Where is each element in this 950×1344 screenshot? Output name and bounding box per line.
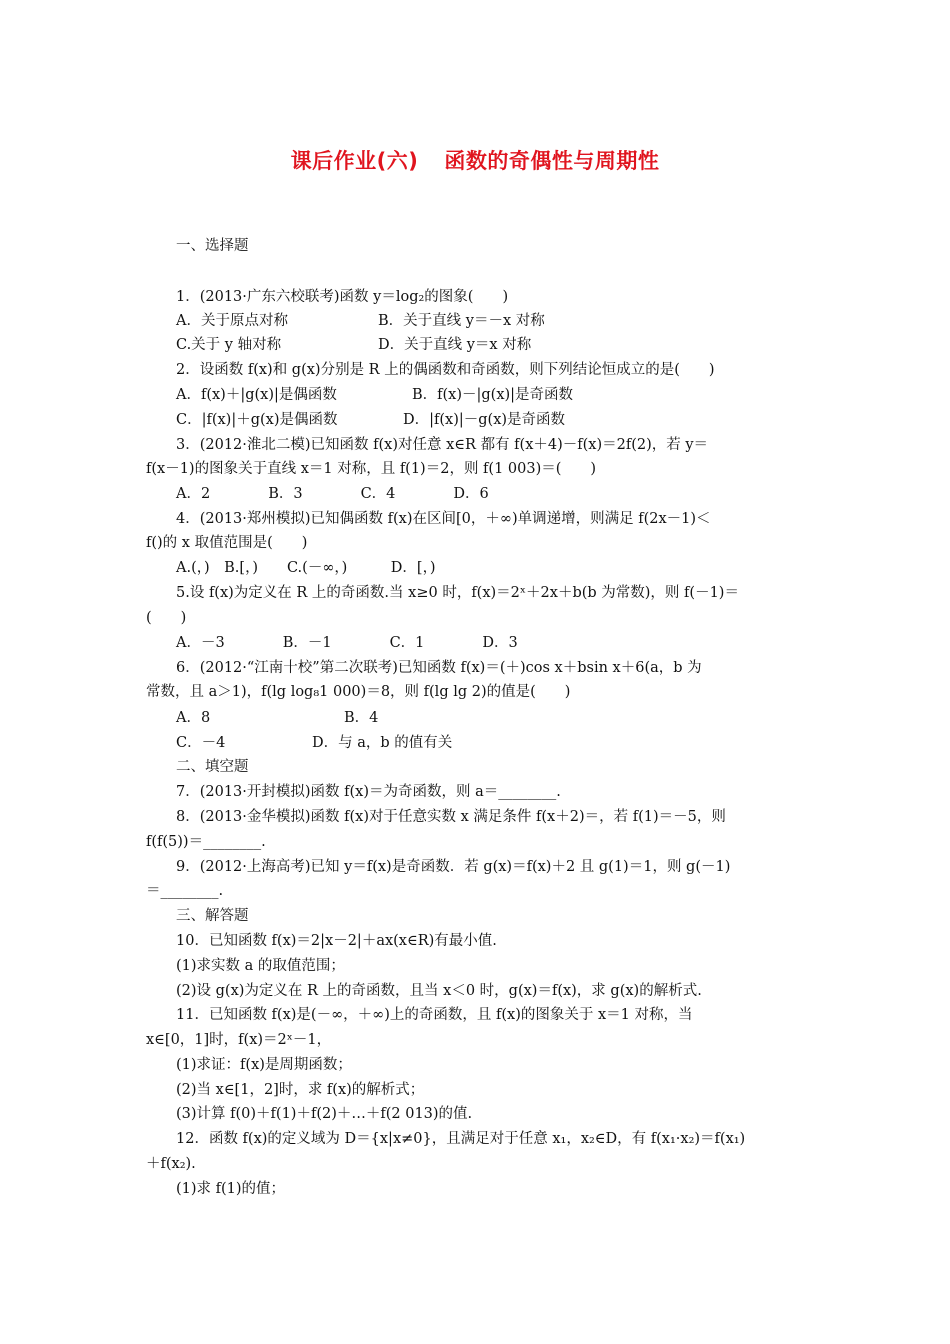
option: A．f(x)＋|g(x)|是偶函数 xyxy=(176,387,337,403)
section-heading: 二、填空题 xyxy=(176,759,249,775)
option: D．关于直线 y＝x 对称 xyxy=(378,337,532,353)
question-line: 6．(2012·“江南十校”第二次联考)已知函数 f(x)＝(＋)cos x＋bsin x＋6(a，b 为 xyxy=(176,660,702,676)
question-line: 2．设函数 f(x)和 g(x)分别是 R 上的偶函数和奇函数，则下列结论恒成立的是( ) xyxy=(176,362,715,378)
question-line: 12．函数 f(x)的定义域为 D＝{x|x≠0}，且满足对于任意 x₁，x₂∈D，有 f(x₁·x₂)＝f(x₁) xyxy=(176,1131,746,1147)
option: B．关于直线 y＝－x 对称 xyxy=(378,313,545,329)
question-line: 9．(2012·上海高考)已知 y＝f(x)是奇函数．若 g(x)＝f(x)＋2 且 g(1)＝1，则 g(－1) xyxy=(176,859,731,875)
option: A．关于原点对称 xyxy=(176,313,288,329)
option: A．8 xyxy=(176,710,211,726)
question-line: f(x－1)的图象关于直线 x＝1 对称，且 f(1)＝2，则 f(1 003)＝( ) xyxy=(146,461,597,477)
question-line: 常数，且 a＞1)，f(lg log₈1 000)＝8，则 f(lg lg 2)的值是( ) xyxy=(146,684,571,700)
question-line: 3．(2012·淮北二模)已知函数 f(x)对任意 x∈R 都有 f(x＋4)－f(x)＝2f(2)，若 y＝ xyxy=(176,437,709,453)
title-part-1: 课后作业(六) xyxy=(290,149,419,173)
question-line: (2)设 g(x)为定义在 R 上的奇函数，且当 x＜0 时，g(x)＝f(x)，求 g(x)的解析式. xyxy=(176,983,702,999)
option: C．－4 xyxy=(176,735,226,751)
question-line: 8．(2013·金华模拟)函数 f(x)对于任意实数 x 满足条件 f(x＋2)＝，若 f(1)＝－5，则 xyxy=(176,809,726,825)
title-part-2: 函数的奇偶性与周期性 xyxy=(444,149,660,173)
option: D．|f(x)|－g(x)是奇函数 xyxy=(403,412,566,428)
page-title xyxy=(0,145,950,175)
option-row: A．－3 B．－1 C．1 D．3 xyxy=(176,635,518,651)
question-line: (2)当 x∈[1，2]时，求 f(x)的解析式； xyxy=(176,1082,425,1098)
question-line: ＝________. xyxy=(146,883,224,899)
question-line: f(f(5))＝________. xyxy=(146,834,266,850)
option: B．f(x)－|g(x)|是奇函数 xyxy=(412,387,574,403)
question-line: 4．(2013·郑州模拟)已知偶函数 f(x)在区间[0，＋∞)单调递增，则满足 f(2x－1)＜ xyxy=(176,511,711,527)
question-line: f()的 x 取值范围是( ) xyxy=(146,535,308,551)
question-line: x∈[0，1]时，f(x)＝2ˣ－1， xyxy=(146,1032,332,1048)
question-line: ＋f(x₂). xyxy=(146,1156,196,1172)
question-line: 10．已知函数 f(x)＝2|x－2|＋ax(x∈R)有最小值. xyxy=(176,933,497,949)
question-line: 1．(2013·广东六校联考)函数 y＝log₂的图象( ) xyxy=(176,289,509,305)
option: B．4 xyxy=(344,710,379,726)
question-line: (1)求 f(1)的值； xyxy=(176,1181,286,1197)
question-line: (1)求实数 a 的取值范围； xyxy=(176,958,345,974)
option-row: A．2 B．3 C．4 D．6 xyxy=(176,486,489,502)
section-heading: 三、解答题 xyxy=(176,908,249,924)
option: C.关于 y 轴对称 xyxy=(176,337,282,353)
question-line: (1)求证：f(x)是周期函数； xyxy=(176,1057,352,1073)
option: D．与 a，b 的值有关 xyxy=(312,735,453,751)
question-line: 7．(2013·开封模拟)函数 f(x)＝为奇函数，则 a＝________. xyxy=(176,784,561,800)
question-line: ( ) xyxy=(146,610,187,626)
question-line: (3)计算 f(0)＋f(1)＋f(2)＋…＋f(2 013)的值. xyxy=(176,1106,473,1122)
option: C．|f(x)|＋g(x)是偶函数 xyxy=(176,412,338,428)
section-heading: 一、选择题 xyxy=(176,238,249,254)
option-row: A.(，) B.[，) C.(－∞，) D．[，) xyxy=(176,560,436,576)
question-line: 5.设 f(x)为定义在 R 上的奇函数.当 x≥0 时，f(x)＝2ˣ＋2x＋b(b 为常数)，则 f(－1)＝ xyxy=(176,585,739,601)
question-line: 11．已知函数 f(x)是(－∞，＋∞)上的奇函数，且 f(x)的图象关于 x＝1 对称，当 xyxy=(176,1007,693,1023)
